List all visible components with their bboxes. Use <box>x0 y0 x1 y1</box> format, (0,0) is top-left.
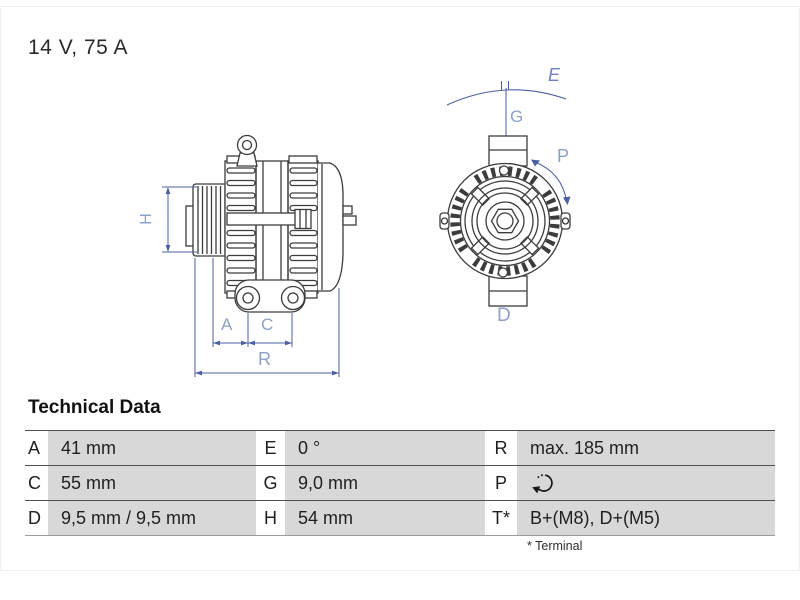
spec-value-r: max. 185 mm <box>517 430 775 465</box>
spec-value-g: 9,0 mm <box>285 465 485 500</box>
alternator-front-view <box>440 81 571 306</box>
spec-key-g: G <box>256 465 285 500</box>
terminal-footnote: * Terminal <box>527 539 583 553</box>
spec-value-c: 55 mm <box>48 465 256 500</box>
spec-key-p: P <box>485 465 517 500</box>
dim-label-p: P <box>557 146 570 166</box>
dim-label-g: G <box>510 107 524 126</box>
dim-label-h: H <box>137 213 155 225</box>
clockwise-rotation-icon <box>530 471 557 496</box>
spec-value-e: 0 ° <box>285 430 485 465</box>
spec-value-a: 41 mm <box>48 430 256 465</box>
spec-key-e: E <box>256 430 285 465</box>
voltage-amperage-rating: 14 V, 75 A <box>28 36 128 59</box>
spec-key-h: H <box>256 500 285 535</box>
spec-value-d: 9,5 mm / 9,5 mm <box>48 500 256 535</box>
spec-key-t: T* <box>485 500 517 535</box>
spec-key-c: C <box>25 465 48 500</box>
spec-value-t: B+(M8), D+(M5) <box>517 500 775 535</box>
dim-label-a: A <box>221 315 233 334</box>
dim-label-e: E <box>548 65 561 85</box>
dim-label-c: C <box>261 315 274 334</box>
spec-value-p <box>517 465 775 500</box>
alternator-side-view <box>186 136 356 313</box>
dim-label-r: R <box>258 349 271 369</box>
spec-key-d: D <box>25 500 48 535</box>
spec-key-a: A <box>25 430 48 465</box>
spec-key-r: R <box>485 430 517 465</box>
technical-data-table <box>25 430 775 536</box>
dim-label-d: D <box>497 305 511 326</box>
spec-value-h: 54 mm <box>285 500 485 535</box>
technical-data-heading: Technical Data <box>28 397 161 418</box>
